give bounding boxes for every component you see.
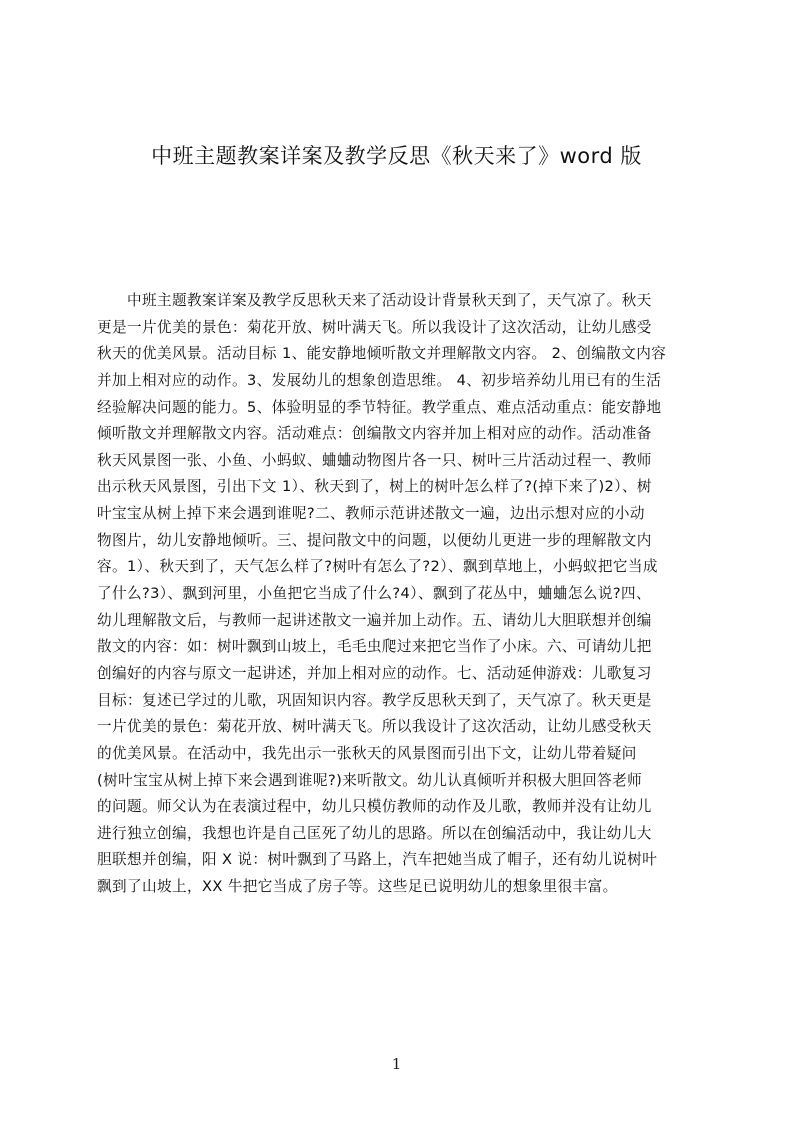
body-line: 经验解决问题的能力。5、体验明显的季节特征。教学重点、难点活动重点：能安静地 [97,398,662,416]
body-line: 中班主题教案详案及教学反思秋天来了活动设计背景秋天到了，天气凉了。秋天 [97,292,652,309]
body-line: 秋天的优美风景。活动目标 1、能安静地倾听散文并理解散文内容。 2、创编散文内容 [97,345,667,363]
body-line: 秋天风景图一张、小鱼、小蚂蚁、蛐蛐动物图片各一只、树叶三片活动过程一、教师 [97,451,652,469]
body-line: 了什么?3）、飘到河里，小鱼把它当成了什么?4）、飘到了花丛中，蛐蛐怎么说?四、 [97,585,651,603]
document-body [97,288,697,901]
body-line: 进行独立创编，我想也许是自己匡死了幼儿的思路。所以在创编活动中，我让幼儿大 [97,824,652,842]
body-line: 的优美风景。在活动中，我先出示一张秋天的风景图而引出下文，让幼儿带着疑问 [97,744,637,762]
body-line: 幼儿理解散文后，与教师一起讲述散文一遍并加上动作。五、请幼儿大胆联想并创编 [97,611,652,629]
body-line: 叶宝宝从树上掉下来会遇到谁呢?二、教师示范讲述散文一遍，边出示想对应的小动 [97,505,645,523]
body-line: 一片优美的景色：菊花开放、树叶满天飞。所以我设计了这次活动，让幼儿感受秋天 [97,718,652,736]
body-line: 物图片，幼儿安静地倾听。三、提问散文中的问题，以便幼儿更进一步的理解散文内 [97,531,652,549]
body-line: 胆联想并创编，阳 X 说：树叶飘到了马路上，汽车把她当成了帽子，还有幼儿说树叶 [97,851,658,869]
page-number: 1 [391,1055,402,1073]
body-line: 散文的内容：如：树叶飘到山坡上，毛毛虫爬过来把它当作了小床。六、可请幼儿把 [97,638,652,656]
body-line: (树叶宝宝从树上掉下来会遇到谁呢?)来听散文。幼儿认真倾听并积极大胆回答老师 [97,771,643,789]
body-line: 目标：复述已学过的儿歌，巩固知识内容。教学反思秋天到了，天气凉了。秋天更是 [97,691,652,709]
body-line: 飘到了山坡上，XX 牛把它当成了房子等。这些足已说明幼儿的想象里很丰富。 [97,878,618,896]
body-line: 倾听散文并理解散文内容。活动难点：创编散文内容并加上相对应的动作。活动准备 [97,425,652,443]
body-line: 出示秋天风景图，引出下文 1）、秋天到了，树上的树叶怎么样了?(掉下来了)2）、树 [97,478,652,496]
body-line: 更是一片优美的景色：菊花开放、树叶满天飞。所以我设计了这次活动，让幼儿感受 [97,318,652,336]
body-line: 创编好的内容与原文一起讲述，并加上相对应的动作。七、活动延伸游戏：儿歌复习 [97,664,652,682]
body-line: 并加上相对应的动作。3、发展幼儿的想象创造思维。 4、初步培养幼儿用已有的生活 [97,371,662,389]
document-title: 中班主题教案详案及教学反思《秋天来了》word 版 [151,144,642,168]
body-line: 的问题。师父认为在表演过程中，幼儿只模仿教师的动作及儿歌，教师并没有让幼儿 [97,798,652,816]
body-line: 容。1）、秋天到了，天气怎么样了?树叶有怎么了?2）、飘到草地上，小蚂蚁把它当成 [97,558,658,576]
